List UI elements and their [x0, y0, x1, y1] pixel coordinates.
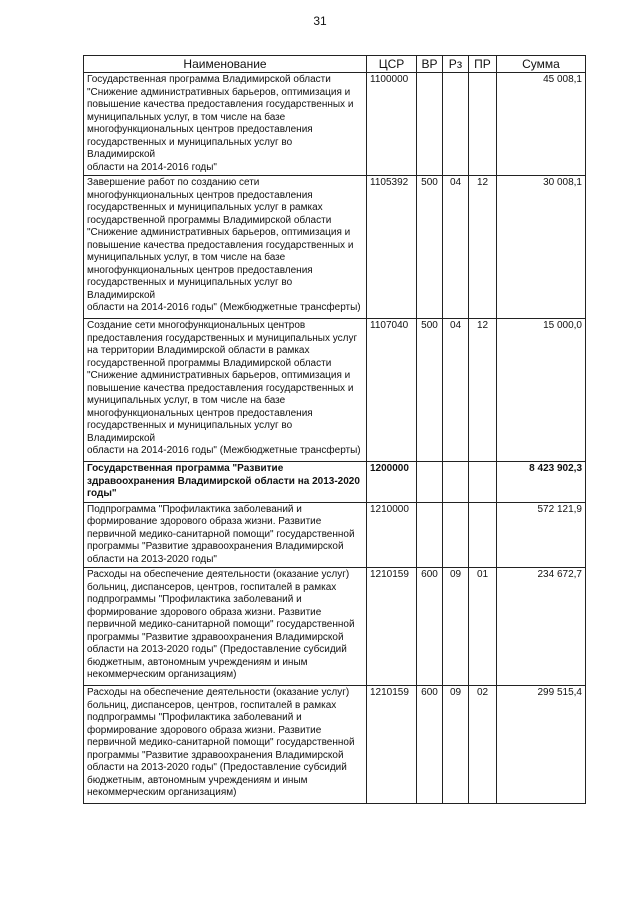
row-pr: 02	[469, 686, 497, 804]
header-name: Наименование	[84, 56, 367, 73]
row-name: Расходы на обеспечение деятельности (оказание услуг) больниц, диспансеров, центров, госпиталей в рамках подпрограммы "Профилактика заболеваний и формирование здорового образа жизни. Развитие первичной медико-санитарной помощи" государственной программы "Развитие здравоохранения Владимирской области на 2013-2020 годы" (Предоставление субсидий бюджетным, автономным учреждениям и иным некоммерческим организациям)	[84, 568, 367, 686]
row-rz	[443, 502, 469, 568]
row-name: Завершение работ по созданию сети многофункциональных центров предоставления государственных и муниципальных услуг в рамках государственной программы Владимирской области "Снижение административных барьеров, оптимизация и повышение качества предоставления государственных и муниципальных услуг, в том числе на базе многофункциональных центров предоставления государственных и муниципальных услуг во Владимирской области на 2014-2016 годы" (Межбюджетные трансферты)	[84, 176, 367, 319]
row-sum: 8 423 902,3	[497, 462, 586, 503]
row-csr: 1210159	[367, 568, 417, 686]
row-sum: 45 008,1	[497, 73, 586, 176]
header-sum: Сумма	[497, 56, 586, 73]
row-pr	[469, 462, 497, 503]
row-rz	[443, 462, 469, 503]
row-sum: 572 121,9	[497, 502, 586, 568]
row-vr: 500	[417, 176, 443, 319]
row-sum: 234 672,7	[497, 568, 586, 686]
header-csr: ЦСР	[367, 56, 417, 73]
row-vr: 600	[417, 686, 443, 804]
header-vr: ВР	[417, 56, 443, 73]
row-vr	[417, 462, 443, 503]
table-row	[84, 176, 586, 319]
budget-table	[83, 55, 586, 804]
row-vr: 500	[417, 319, 443, 462]
row-pr: 12	[469, 176, 497, 319]
row-sum: 30 008,1	[497, 176, 586, 319]
page-number: 31	[313, 14, 327, 28]
row-pr	[469, 502, 497, 568]
row-vr: 600	[417, 568, 443, 686]
row-csr: 1210159	[367, 686, 417, 804]
table-row	[84, 73, 586, 176]
row-csr: 1210000	[367, 502, 417, 568]
row-csr: 1105392	[367, 176, 417, 319]
table-row	[84, 686, 586, 804]
row-rz: 04	[443, 319, 469, 462]
row-csr: 1100000	[367, 73, 417, 176]
row-name: Подпрограмма "Профилактика заболеваний и формирование здорового образа жизни. Развитие первичной медико-санитарной помощи" государственной программы "Развитие здравоохранения Владимирской области на 2013-2020 годы"	[84, 502, 367, 568]
row-rz	[443, 73, 469, 176]
table-row	[84, 319, 586, 462]
row-pr	[469, 73, 497, 176]
row-csr: 1200000	[367, 462, 417, 503]
row-rz: 04	[443, 176, 469, 319]
row-name: Государственная программа "Развитие здравоохранения Владимирской области на 2013-2020 годы"	[84, 462, 367, 503]
header-rz: Рз	[443, 56, 469, 73]
table-row	[84, 462, 586, 503]
header-pr: ПР	[469, 56, 497, 73]
row-name: Создание сети многофункциональных центров предоставления государственных и муниципальных услуг на территории Владимирской области в рамках государственной программы Владимирской области "Снижение административных барьеров, оптимизация и повышение качества предоставления государственных и муниципальных услуг, в том числе на базе многофункциональных центров предоставления государственных и муниципальных услуг во Владимирской области на 2014-2016 годы" (Межбюджетные трансферты)	[84, 319, 367, 462]
table-row	[84, 502, 586, 568]
row-sum: 15 000,0	[497, 319, 586, 462]
table-row	[84, 568, 586, 686]
row-name: Расходы на обеспечение деятельности (оказание услуг) больниц, диспансеров, центров, госпиталей в рамках подпрограммы "Профилактика заболеваний и формирование здорового образа жизни. Развитие первичной медико-санитарной помощи" государственной программы "Развитие здравоохранения Владимирской области на 2013-2020 годы" (Предоставление субсидий бюджетным, автономным учреждениям и иным некоммерческим организациям)	[84, 686, 367, 804]
row-name: Государственная программа Владимирской области "Снижение административных барьеров, оптимизация и повышение качества предоставления государственных и муниципальных услуг, в том числе на базе многофункциональных центров предоставления государственных и муниципальных услуг во Владимирской области на 2014-2016 годы"	[84, 73, 367, 176]
row-vr	[417, 73, 443, 176]
row-vr	[417, 502, 443, 568]
row-rz: 09	[443, 686, 469, 804]
row-pr: 12	[469, 319, 497, 462]
row-csr: 1107040	[367, 319, 417, 462]
table-header-row	[84, 56, 586, 73]
row-pr: 01	[469, 568, 497, 686]
row-rz: 09	[443, 568, 469, 686]
row-sum: 299 515,4	[497, 686, 586, 804]
